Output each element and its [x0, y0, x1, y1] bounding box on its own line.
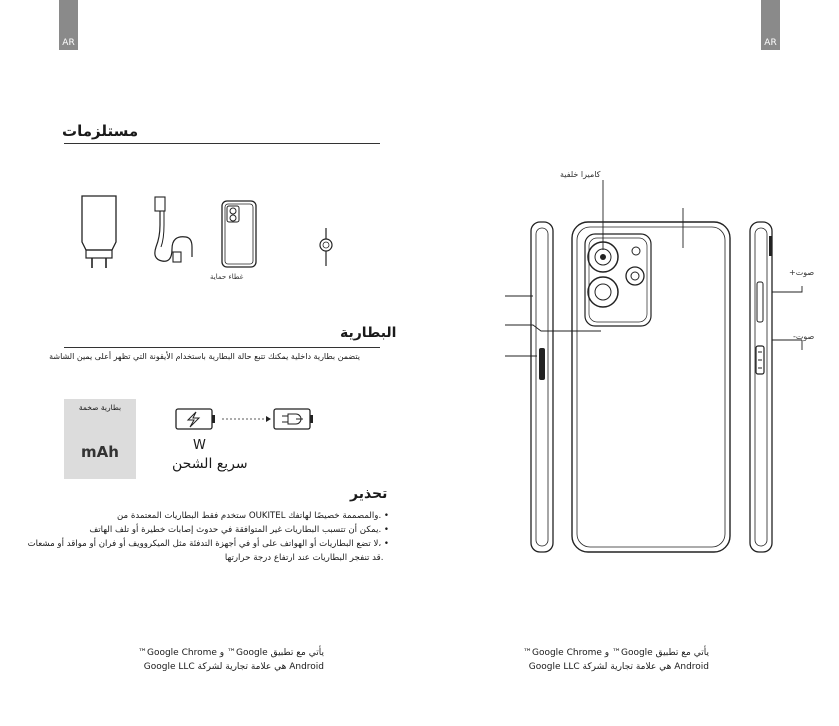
phone-diagram	[505, 178, 815, 618]
footer-right-line1: يأتي مع تطبيق Google™ و Google Chrome™	[522, 648, 709, 658]
warning-item: • .يمكن أن تتسبب البطاريات غير المتوافقة في حدوث إصابات خطيرة أو تلف الهاتف	[89, 525, 389, 535]
footer-left-line1: يأتي مع تطبيق Google™ و Google Chrome™	[137, 648, 324, 658]
charge-power-unit: W	[193, 438, 206, 453]
footer-right	[522, 646, 709, 674]
usb-cable-icon	[155, 197, 192, 262]
charger-icon	[82, 196, 116, 268]
footer-left-line2: Android هي علامة تجارية لشركة Google LLC	[143, 662, 324, 672]
language-tab-label: AR	[764, 38, 777, 48]
battery-title: البطارية	[340, 325, 397, 341]
sim-ejector-icon	[320, 228, 332, 266]
battery-label-unit: mAh	[81, 443, 119, 461]
accessories-title: مستلزمات	[62, 122, 139, 140]
arrow-icon	[266, 416, 271, 422]
phone-back	[572, 222, 730, 552]
warning-list	[0, 509, 389, 565]
volume-down-label: صوت-	[793, 332, 815, 341]
footer-left	[137, 646, 324, 674]
callout-lines	[505, 180, 802, 368]
warning-item: • .والمصممة خصيصًا لهاتفك OUKITEL ستخدم فقط البطاريات المعتمدة من	[117, 511, 389, 521]
language-tab-left	[59, 0, 78, 50]
battery-description: يتضمن بطارية داخلية يمكنك تتبع حالة البطارية باستخدام الأيقونة التي تظهر أعلى يمين الشاشة	[49, 352, 360, 361]
charging-battery-icon	[176, 409, 215, 429]
warning-item: .قد تنفجر البطاريات عند ارتفاع درجة حرارتها	[224, 553, 384, 563]
volume-up-label: صوت+	[789, 268, 815, 277]
battery-divider	[64, 347, 380, 348]
plug-icon	[274, 409, 313, 429]
camera-label: كاميرا خلفية	[560, 170, 601, 179]
fast-charge-illustration	[170, 404, 320, 438]
language-tab-label: AR	[62, 38, 75, 48]
accessories-divider	[64, 143, 380, 144]
footer-right-line2: Android هي علامة تجارية لشركة Google LLC	[528, 662, 709, 672]
battery-label-title: بطارية صخمة	[78, 403, 122, 412]
phone-side-profile-right	[750, 222, 772, 552]
fast-charge-label: سريع الشحن	[172, 456, 248, 472]
warning-item: • ،لا تضع البطاريات أو الهواتف على أو في أجهزة التدفئة مثل الميكروويف أو فران أو مواقد أو مشعات	[27, 539, 389, 549]
language-tab-right	[761, 0, 780, 50]
phone-case-caption: غطاء حماية	[210, 273, 244, 281]
battery-capacity-label	[64, 399, 136, 479]
phone-case-icon	[222, 201, 256, 267]
warning-title: تحذير	[350, 486, 388, 502]
phone-side-profile-left	[531, 222, 553, 552]
